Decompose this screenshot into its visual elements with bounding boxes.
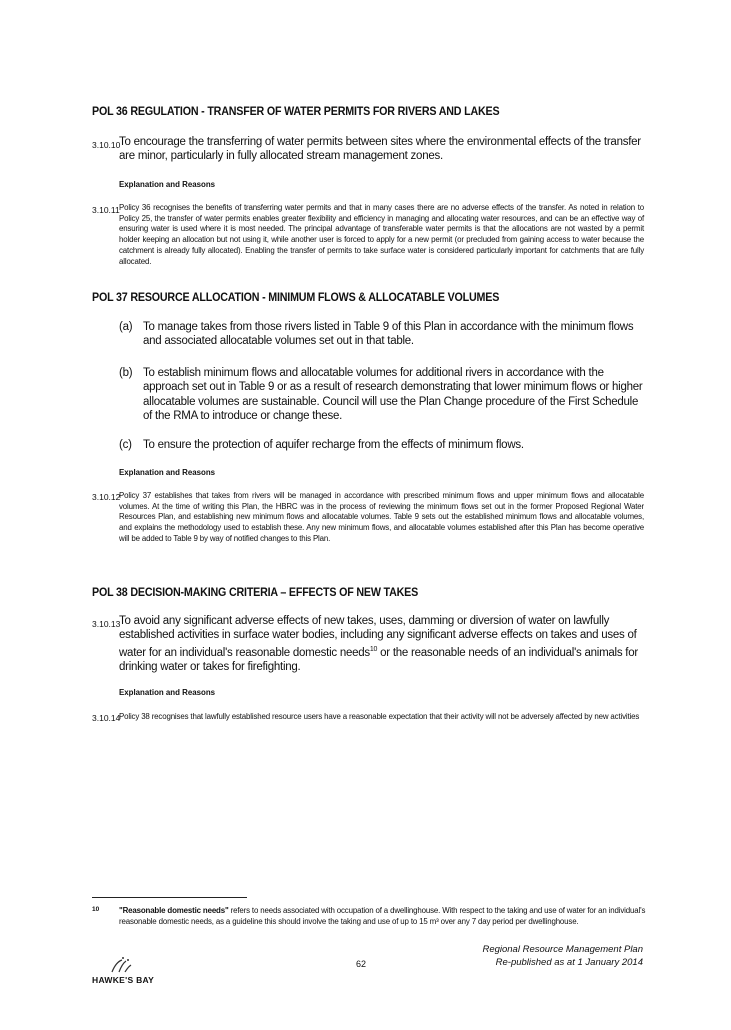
item-label: (a) [119,321,133,333]
explanation-text: Policy 36 recognises the benefits of transferring water permits and that in many cases there are no adverse effects of the transfer. As noted in relation to Policy 25, the transfer of water permits enables greater flexibility and efficiency in managing and allocating water resources, and can be an effective way of ensuring water is used where it is most needed. The principal advantage of transferable water permits is that the allocations are not wasted by a permit holder keeping an allocation but not using it, while another user is forced to apply for a new permit (or precluded from gaining access to water because the catchment is already fully allocated). Enabling the transfer of permits to take surface water is considered particularly important for catchments that are fully allocated. [119,203,644,266]
footnote-body: refers to needs associated with occupation of a dwellinghouse. With respect to the taking and use of water for an individual's reasonable domestic needs, as a guideline this should involve the taking and use of up to 15 m³ over any 7 day period per dwellinghouse. [119,906,646,926]
item-label: (b) [119,367,133,379]
section-heading-pol38: POL 38 DECISION-MAKING CRITERIA – EFFECTS OF NEW TAKES [92,587,419,599]
paragraph-number: 3.10.13 [92,619,121,629]
explanation-label: Explanation and Reasons [119,688,216,697]
item-label: (c) [119,439,132,451]
page-number: 62 [356,959,367,969]
policy-text-part: or the reasonable needs of an individual's animals for drinking water or takes for firefighting. [119,646,638,674]
footer-plan-info [482,943,643,969]
footnote-term: "Reasonable domestic needs" [119,906,229,915]
plan-title: Regional Resource Management Plan [482,944,643,955]
paragraph-number: 3.10.11 [92,205,120,215]
footnote-mark: 10 [92,906,100,913]
item-text: To establish minimum flows and allocatable volumes for additional rivers in accordance with the approach set out in Table 9 or as a result of research demonstrating that lower minimum flows or higher allocatable volumes are sustainable. Council will use the Plan Change procedure of the First Schedule of the RMA to introduce or change these. [143,367,643,423]
paragraph-number: 3.10.14 [92,713,121,723]
explanation-label: Explanation and Reasons [119,180,216,189]
explanation-label: Explanation and Reasons [119,468,216,477]
paragraph-number: 3.10.10 [92,140,121,150]
section-heading-pol37: POL 37 RESOURCE ALLOCATION - MINIMUM FLOWS & ALLOCATABLE VOLUMES [92,292,500,304]
logo-text: HAWKE'S BAY [92,975,155,985]
item-text: To ensure the protection of aquifer recharge from the effects of minimum flows. [143,439,524,451]
footnote-reference[interactable]: 10 [369,645,378,653]
explanation-text: Policy 38 recognises that lawfully established resource users have a reasonable expectation that their activity will not be adversely affected by new activities [119,712,640,721]
policy-text: To encourage the transferring of water permits between sites where the environmental effects of the transfer are minor, particularly in fully allocated stream management zones. [119,136,641,163]
footnote-text [119,905,647,927]
policy-text-part: To avoid any significant adverse effects of new takes, uses, damming or diversion of water on lawfully established activities in surface water bodies, including any significant adverse effects on takes and uses of water for an individual's reasonable domestic needs [119,615,637,659]
policy-text [119,614,644,674]
footnote-divider [92,897,247,898]
paragraph-number: 3.10.12 [92,492,121,502]
item-text: To manage takes from those rivers listed in Table 9 of this Plan in accordance with the minimum flows and associated allocatable volumes set out in that table. [143,321,634,348]
republished-date: Re-published as at 1 January 2014 [495,957,643,968]
explanation-text: Policy 37 establishes that takes from rivers will be managed in accordance with prescribed minimum flows and upper minimum flows and allocatable volumes. At the time of writing this Plan, the HBRC was in the process of reviewing the minimum flows set out in the former Proposed Regional Water Resources Plan, and establishing new minimum flows and allocatable volumes. Table 9 sets out the established minimum flows and allocatable volumes, and explains the methodology used to establish these. Any new minimum flows, and allocatable volumes established after this Plan has become operative will be added to Table 9 by way of notified changes to this Plan. [119,491,644,543]
section-heading-pol36: POL 36 REGULATION - TRANSFER OF WATER PERMITS FOR RIVERS AND LAKES [92,106,500,118]
